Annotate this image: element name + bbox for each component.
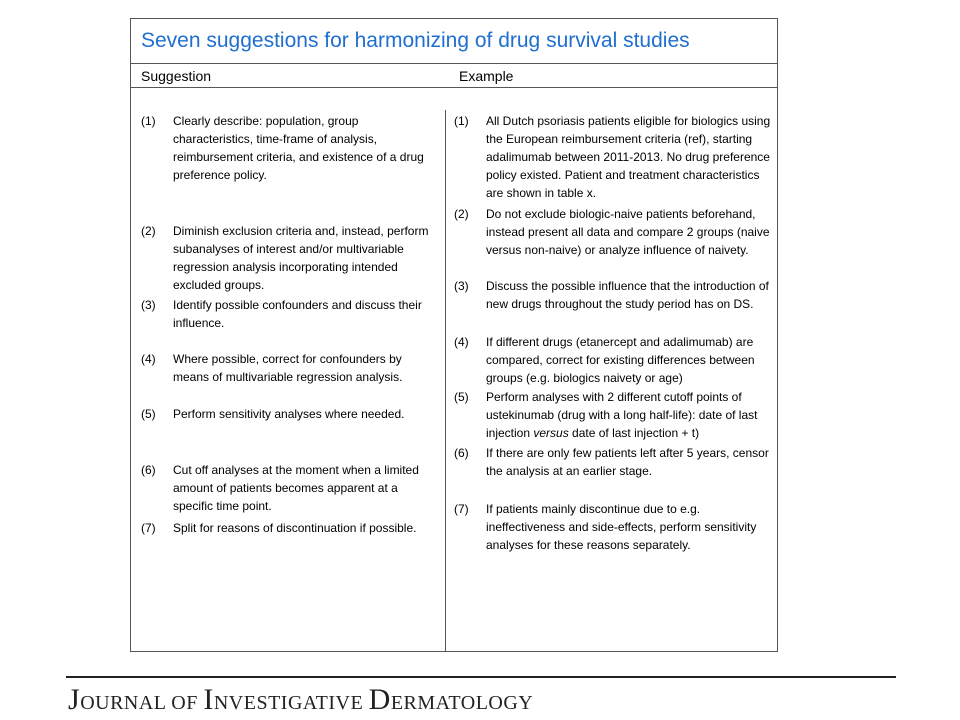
suggestion-item [141, 461, 433, 515]
suggestion-number: (3) [141, 298, 156, 312]
suggestion-column-header: Suggestion [141, 68, 212, 84]
logo-text: NVESTIGATIVE [213, 692, 369, 714]
suggestion-item [141, 222, 433, 294]
example-text: Discuss the possible influence that the introduction of new drugs throughout the study period has on DS. [486, 279, 769, 311]
example-text [486, 388, 772, 442]
example-text-part: date of last injection + t) [568, 426, 700, 440]
example-number: (5) [454, 390, 469, 404]
suggestion-text: Perform sensitivity analyses where needed. [173, 407, 405, 421]
example-text: If there are only few patients left after 5 years, censor the analysis at an earlier stage. [486, 446, 769, 478]
example-text: All Dutch psoriasis patients eligible for biologics using the European reimbursement criteria (ref), starting adalimumab between 2011-2013. No drug preference policy existed. Patient and treatment characteristics are shown in table x. [486, 114, 771, 200]
example-text: Do not exclude biologic-naive patients beforehand, instead present all data and compare 2 groups (naive versus non-naive) or analyze influence of naivety. [486, 207, 770, 257]
suggestion-number: (6) [141, 463, 156, 477]
example-text: If different drugs (etanercept and adalimumab) are compared, correct for existing differences between groups (e.g. biologics naivety or age) [486, 335, 755, 385]
footer-rule [66, 676, 896, 678]
table-header-row [131, 64, 777, 88]
suggestion-item [141, 405, 433, 423]
table-title-row [131, 19, 777, 64]
table-title: Seven suggestions for harmonizing of drug survival studies [141, 29, 690, 52]
example-number: (4) [454, 335, 469, 349]
example-item [454, 277, 772, 313]
column-divider [445, 110, 446, 651]
suggestion-number: (2) [141, 224, 156, 238]
suggestion-text: Identify possible confounders and discuss their influence. [173, 298, 422, 330]
example-number: (7) [454, 502, 469, 516]
example-item [454, 444, 772, 480]
suggestion-text: Diminish exclusion criteria and, instead, perform subanalyses of interest and/or multivariable regression analysis incorporating intended excluded groups. [173, 224, 429, 292]
suggestion-item [141, 350, 433, 386]
example-text-italic: versus [533, 426, 569, 440]
example-number: (3) [454, 279, 469, 293]
suggestion-number: (5) [141, 407, 156, 421]
example-item [454, 112, 772, 202]
suggestion-text: Split for reasons of discontinuation if possible. [173, 521, 417, 535]
journal-logo [68, 683, 533, 717]
example-text: If patients mainly discontinue due to e.g. ineffectiveness and side-effects, perform sensitivity analyses for these reasons separately. [486, 502, 757, 552]
logo-letter: J [68, 683, 81, 716]
suggestion-text: Where possible, correct for confounders by means of multivariable regression analysis. [173, 352, 403, 384]
example-item [454, 333, 772, 387]
example-number: (6) [454, 446, 469, 460]
suggestion-text: Cut off analyses at the moment when a limited amount of patients becomes apparent at a specific time point. [173, 463, 419, 513]
logo-text: ERMATOLOGY [390, 692, 534, 714]
suggestion-number: (4) [141, 352, 156, 366]
table-body [131, 88, 777, 651]
example-number: (1) [454, 114, 469, 128]
example-item [454, 205, 772, 259]
suggestion-item [141, 296, 433, 332]
example-item [454, 500, 772, 554]
example-column-header: Example [459, 68, 514, 84]
example-number: (2) [454, 207, 469, 221]
suggestions-table [130, 18, 778, 652]
suggestion-number: (7) [141, 521, 156, 535]
example-text-part: Perform analyses with 2 different cutoff points of ustekinumab (drug with a long half-life): date of last injection [486, 390, 758, 440]
logo-text: OURNAL OF [80, 692, 204, 714]
suggestion-item [141, 112, 433, 184]
example-item [454, 388, 772, 442]
logo-letter: D [368, 683, 391, 716]
suggestion-number: (1) [141, 114, 156, 128]
suggestion-item [141, 519, 433, 537]
suggestion-text: Clearly describe: population, group characteristics, time-frame of analysis, reimbursement criteria, and existence of a drug preference policy. [173, 114, 424, 182]
logo-letter: I [203, 683, 214, 716]
